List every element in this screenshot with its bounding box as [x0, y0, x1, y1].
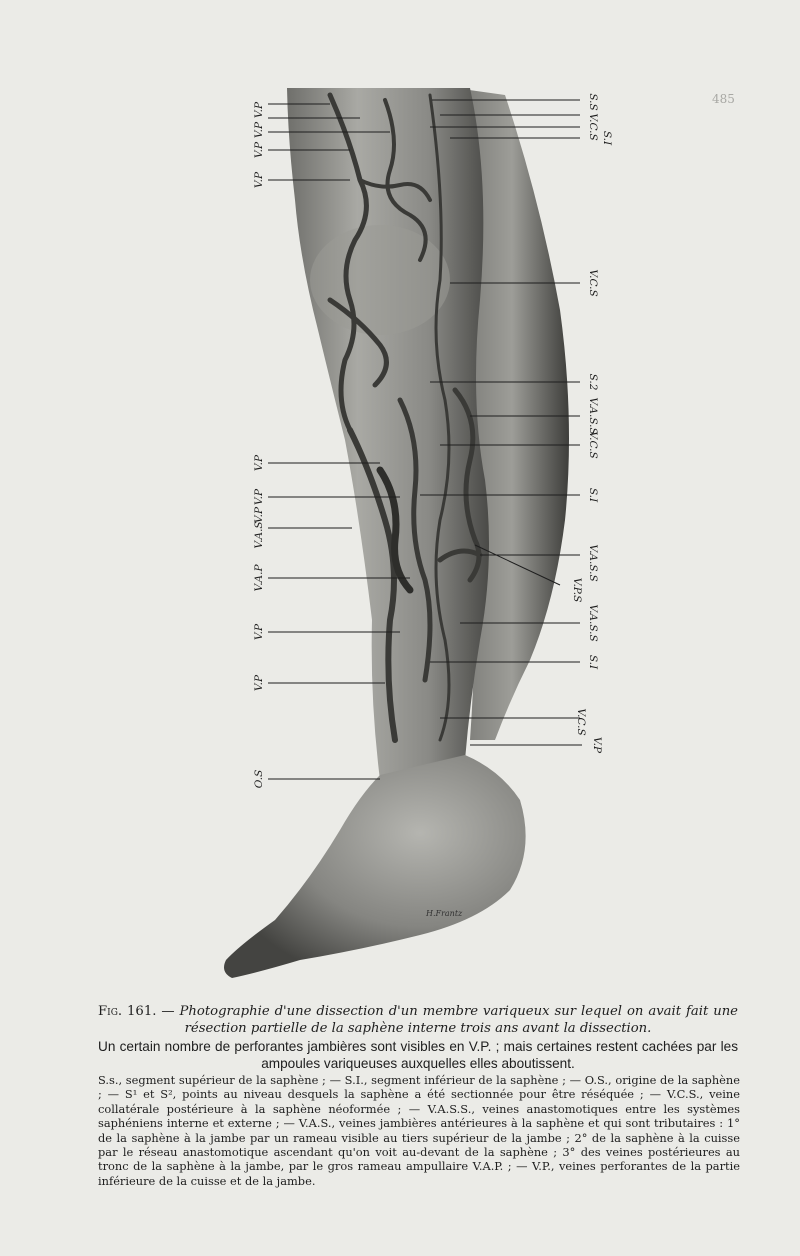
label-vcs-4: V.C.S — [575, 708, 587, 736]
label-si-3: S.I — [587, 654, 599, 670]
figure-caption — [98, 1003, 738, 1072]
figure-legend: S.s., segment supérieur de la saphène ; — S.I., segment inférieur de la saphène ; — O.S., origine de la saphène ; — S¹ et S², points au niveau desquels la saphène a été sectionnée pour être réséquée ; — V.C.S., veine collatérale postérieure à la saphène néoformée ; — V.A.S.S., veines anastomotiques entre les systèmes saphéniens interne et externe ; — V.A.S., veines jambières antérieures à la saphène et qui sont tributaires : 1° de la saphène à la jambe par un rameau visible au tiers supérieur de la jambe ; 2° de la saphène à la cuisse par le réseau anastomotique ascendant qu'on voit au-devant de la saphène ; 3° des veines postérieures au tronc de la saphène à la jambe, par le gros rameau ampullaire V.A.P. ; — V.P., veines perforantes de la partie inférieure de la cuisse et de la jambe. — [98, 1073, 740, 1188]
labels-right — [571, 93, 613, 754]
label-vp-4: V.P — [253, 171, 265, 189]
labels-left — [253, 101, 265, 788]
label-vp-8: V.P — [253, 623, 265, 641]
label-vp-7: V.P — [253, 506, 265, 524]
label-vap: V.A.P — [253, 564, 265, 592]
label-vp-right: V.P — [591, 736, 603, 754]
artist-signature: H.Frantz — [426, 909, 463, 918]
label-vp-2: V.P — [253, 121, 265, 139]
label-vass-2: V.A.S.S — [587, 544, 599, 582]
label-s2: S.2 — [587, 373, 599, 391]
foot — [224, 755, 526, 978]
label-vas: V.A.S — [253, 521, 265, 549]
label-vp-6: V.P — [253, 488, 265, 506]
label-vcs-1: V.C.S — [587, 113, 599, 141]
label-vcs-2: V.C.S — [587, 269, 599, 297]
figure-number: Fig. 161. — [98, 1004, 157, 1019]
label-vps: V.P.S — [571, 577, 583, 603]
label-vp-1: V.P — [253, 101, 265, 119]
label-vp-5: V.P — [253, 454, 265, 472]
label-vcs-3: V.C.S — [587, 431, 599, 459]
caption-title-text: — Photographie d'une dissection d'un membre variqueux sur lequel on avait fait une résection partielle de la saphène interne trois ans avant la dissection. — [161, 1004, 738, 1036]
label-os: O.S — [253, 769, 265, 789]
page-number: 485 — [712, 92, 735, 106]
label-ss: S.S — [587, 93, 599, 111]
label-vass-1: V.A.S.S — [587, 397, 599, 435]
label-si-2: S.I — [587, 487, 599, 503]
label-si-1: S.I — [601, 130, 613, 146]
knee — [310, 225, 450, 335]
caption-subtitle: Un certain nombre de perforantes jambières sont visibles en V.P. ; mais certaines restent cachées par les ampoules variqueuses auxquelles elles aboutissent. — [98, 1039, 738, 1071]
label-vp-9: V.P — [253, 674, 265, 692]
label-vp-3: V.P — [253, 141, 265, 159]
label-vass-3: V.A.S.S — [587, 604, 599, 642]
caption-title — [98, 1003, 738, 1037]
